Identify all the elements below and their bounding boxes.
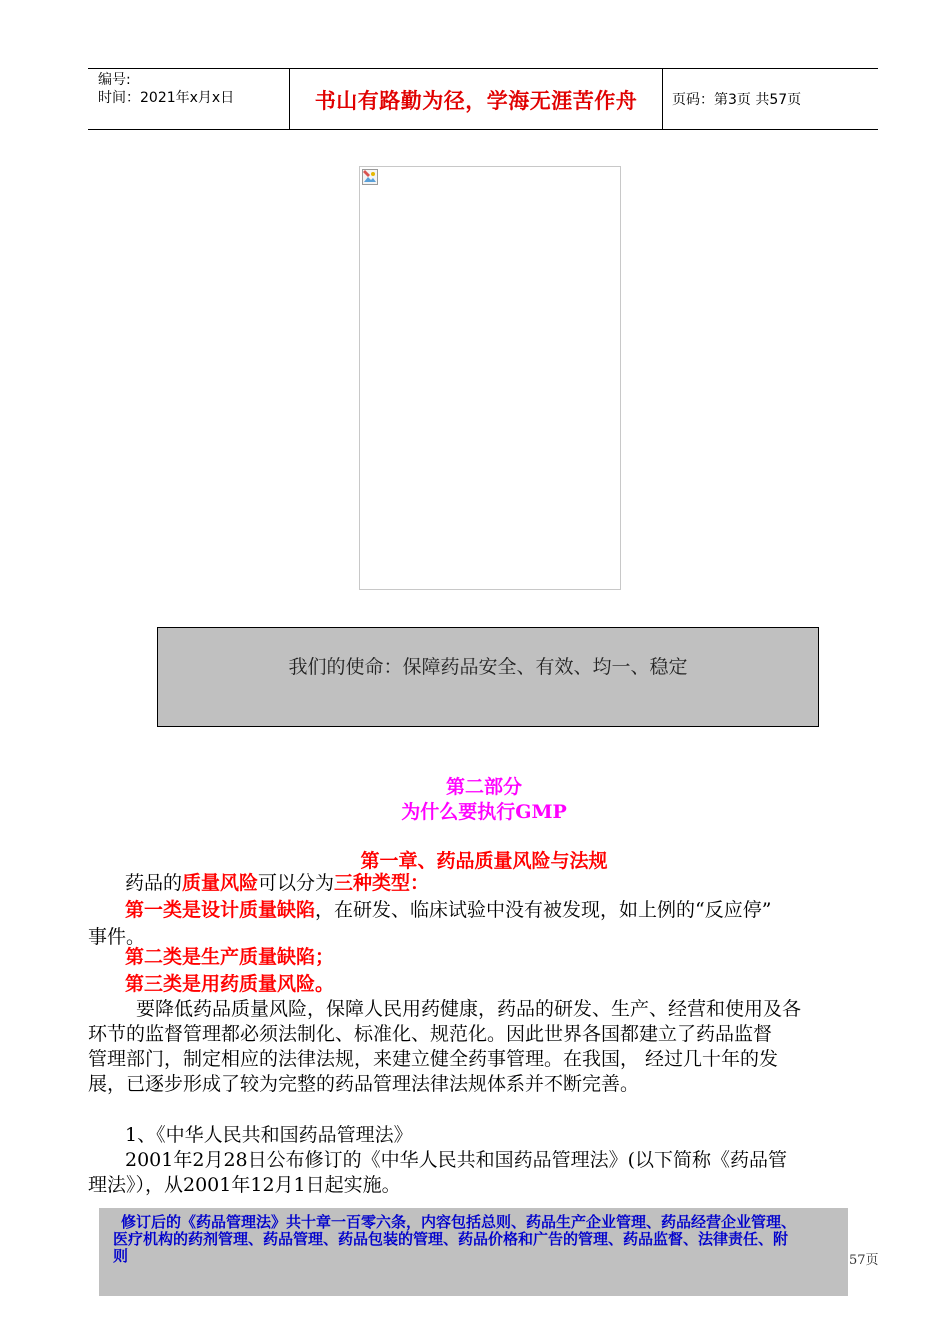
part-title: 第二部分: [445, 776, 522, 798]
number-label: 编号:: [98, 72, 131, 88]
type1-rest: ，在研发、临床试验中没有被发现，如上例的“反应停”: [315, 899, 772, 921]
quality-risk-term: 质量风险: [182, 872, 259, 894]
type1-label: 第一类是设计质量缺陷: [125, 899, 316, 921]
type1-continuation: 事件。: [88, 926, 146, 948]
reduce-line-4: 展，已逐步形成了较为完整的药品管理法律法规体系并不断完善。: [88, 1073, 640, 1095]
reduce-line-2: 环节的监督管理都必须法制化、标准化、规范化。因此世界各国都建立了药品监督: [88, 1023, 773, 1045]
broken-image-icon: [362, 169, 378, 185]
image-placeholder: [359, 166, 621, 590]
part-subtitle: 为什么要执行GMP: [401, 801, 567, 823]
note-line-2: 医疗机构的药剂管理、药品管理、药品包装的管理、药品价格和广告的管理、药品监督、法律责任、附: [113, 1230, 789, 1248]
time-label: 时间：2021年x月x日: [98, 90, 235, 106]
note-box: [99, 1208, 848, 1296]
law-heading: 1、《中华人民共和国药品管理法》: [125, 1124, 413, 1146]
note-line-1: 修订后的《药品管理法》共十章一百零六条，内容包括总则、药品生产企业管理、药品经营企业管理、: [121, 1213, 797, 1231]
note-line-3: 则: [113, 1247, 129, 1265]
header-meta: [98, 71, 288, 107]
reduce-line-1: 要降低药品质量风险，保障人民用药健康，药品的研发、生产、经营和使用及各: [136, 998, 802, 1020]
reduce-line-3: 管理部门，制定相应的法律法规，来建立健全药事管理。在我国， 经过几十年的发: [88, 1048, 779, 1070]
type2-label: 第二类是生产质量缺陷；: [125, 946, 335, 968]
mission-box: [157, 627, 819, 727]
intro-middle: 可以分为: [258, 872, 335, 894]
intro-paragraph: [125, 870, 429, 897]
intro-prefix: 药品的: [125, 872, 183, 894]
mission-text: 我们的使命：保障药品安全、有效、均一、稳定: [288, 656, 688, 678]
page-suffix: 57页: [849, 1253, 879, 1268]
header-divider: [662, 69, 663, 129]
type1-line: [125, 897, 771, 924]
page-header: [88, 68, 878, 130]
header-motto: 书山有路勤为径，学海无涯苦作舟: [314, 88, 638, 113]
page-number-label: 页码：第3页 共57页: [672, 92, 802, 108]
type3-label: 第三类是用药质量风险。: [125, 973, 335, 995]
three-types-term: 三种类型：: [334, 872, 430, 894]
law-line-2: 理法》），从2001年12月1日起实施。: [88, 1174, 401, 1196]
law-line-1: 2001年2月28日公布修订的《中华人民共和国药品管理法》(以下简称《药品管: [125, 1149, 788, 1171]
chapter-title: 第一章、药品质量风险与法规: [360, 850, 608, 872]
